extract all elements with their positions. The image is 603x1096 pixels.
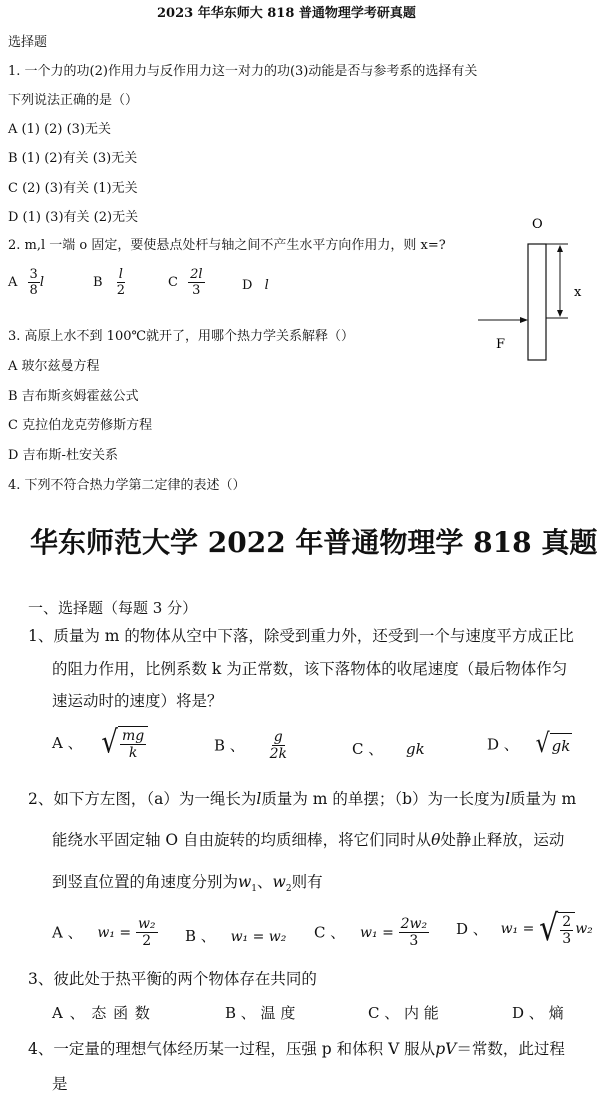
symbol-theta: θ [431, 831, 441, 849]
square-root: √ $\frac{mg}{k}$ [101, 726, 148, 760]
square-root: √ $\frac{2}{3}$ [539, 912, 575, 946]
fraction-denominator: 3 [409, 933, 419, 949]
fraction-denominator: 8 [29, 283, 38, 298]
question-3-option-d: D 吉布斯-杜安关系 [8, 448, 118, 463]
q2-line2: 能绕水平固定轴 O 自由旋转的均质细棒，将它们同时从θ处静止释放，运动 [52, 831, 565, 849]
q1-option-a [52, 726, 148, 760]
q1-option-c [352, 739, 425, 759]
fraction-denominator: 3 [192, 283, 201, 298]
question-2-option-d [242, 277, 269, 294]
fraction-numerator: 2w₂ [400, 916, 428, 932]
option-letter: C 、 [314, 923, 346, 942]
question-1-option-b: B (1) (2)有关 (3)无关 [8, 151, 138, 166]
option-letter: A 、 [52, 734, 83, 752]
rod-diagram [470, 210, 600, 370]
question-2-option-a [8, 268, 44, 297]
option-letter: A [8, 275, 18, 290]
fraction-numerator: mg [121, 728, 145, 744]
fraction-numerator: l [118, 267, 123, 282]
symbol-l: l [505, 790, 511, 808]
q2-option-a: A 、 w₁ = $\frac{\text{w₂}}{2}$ [52, 916, 156, 949]
fraction-numerator: w₂ [137, 916, 156, 932]
fraction-denominator: 2 [116, 283, 125, 298]
expression-pv: pV [435, 1040, 457, 1058]
q3-stem: 3、彼此处于热平衡的两个物体存在共同的 [28, 970, 317, 988]
q2-option-c: C 、 w₁ = $\frac{\text{2w₂}}{3}$ [314, 916, 428, 949]
section-heading: 选择题 [8, 35, 48, 50]
question-3-option-b: B 吉布斯亥姆霍兹公式 [8, 389, 139, 404]
fraction-numerator: 2l [190, 267, 203, 282]
rod [528, 244, 546, 360]
option-letter: B 、 [185, 927, 216, 945]
q3-option-b: B 、 温 度 [225, 1004, 296, 1022]
q4-line1: 4、一定量的理想气体经历某一过程，压强 p 和体积 V 服从pV＝常数，此过程 [28, 1040, 565, 1058]
arrowhead-down [557, 310, 563, 317]
q1-option-d [487, 728, 572, 759]
square-root: √ gk [535, 728, 571, 759]
question-3-option-c: C 克拉伯龙克劳修斯方程 [8, 418, 153, 433]
question-4-stem: 4. 下列不符合热力学第二定律的表述（） [8, 478, 246, 493]
question-3-option-a: A 玻尔兹曼方程 [8, 359, 100, 374]
q1-option-b [214, 730, 289, 761]
fraction-denominator: k [128, 745, 138, 761]
symbol-w2: w [272, 873, 286, 891]
option-letter: D [242, 278, 253, 293]
q4-line2: 是 [52, 1075, 68, 1093]
question-2-stem: 2. m,l 一端 o 固定，要使悬点处杆与轴之间不产生水平方向作用力，则 x=? [8, 238, 446, 253]
question-2-option-b [93, 268, 127, 297]
pivot-label-o: O [532, 217, 543, 232]
option-letter: D 、 [456, 920, 488, 938]
title-2022: 华东师范大学 2022 年普通物理学 818 真题 [30, 526, 598, 559]
variable-l: l [39, 275, 44, 290]
expression: gk [550, 733, 573, 756]
symbol-l: l [256, 790, 262, 808]
force-arrowhead [520, 317, 528, 323]
fraction-numerator: g [273, 729, 283, 745]
q2-option-d: D 、 w₁ = √ $\frac{2}{3}$ w₂ [456, 907, 593, 950]
arrowhead-up [557, 245, 563, 252]
fraction-denominator: 3 [562, 931, 572, 947]
fraction-numerator: 2 [562, 914, 572, 930]
q1-line2: 的阻力作用，比例系数 k 为正常数，该下落物体的收尾速度（最后物体作匀 [52, 660, 568, 678]
option-letter: C 、 [352, 740, 384, 758]
q1-line1: 1、质量为 m 的物体从空中下落，除受到重力外，还受到一个与速度平方成正比 [28, 627, 574, 645]
title-2023: 2023 年华东师大 818 普通物理学考研真题 [157, 6, 416, 21]
q2-line1: 2、如下方左图，（a）为一绳长为l质量为 m 的单摆；（b）为一长度为l质量为 m [28, 790, 577, 808]
question-1-stem-line1: 1. 一个力的功(2)作用力与反作用力这一对力的功(3)动能是否与参考系的选择有关 [8, 64, 478, 79]
q1-line3: 速运动时的速度）将是？ [52, 692, 223, 710]
question-1-option-c: C (2) (3)有关 (1)无关 [8, 181, 138, 196]
question-2-option-c [168, 268, 205, 297]
q3-option-a: A 、 态 函 数 [52, 1004, 150, 1022]
fraction-denominator: 2k [269, 746, 287, 762]
fraction-denominator: 2 [142, 933, 152, 949]
q2-line3: 到竖直位置的角速度分别为$w_1$、$w_2$则有 [52, 873, 323, 895]
dimension-label-x: x [574, 285, 582, 300]
fraction-numerator: 3 [29, 267, 38, 282]
expression: w₁ = w₂ [230, 929, 287, 945]
option-letter: B 、 [214, 736, 245, 755]
section-heading-2022: 一、选择题（每题 3 分） [28, 599, 198, 617]
option-letter: C [168, 275, 178, 290]
expression: gk [406, 740, 425, 758]
q3-option-d: D 、 熵 [512, 1004, 564, 1022]
q3-option-c: C 、 内 能 [368, 1004, 439, 1022]
variable-l: l [264, 278, 269, 293]
force-label-f: F [496, 337, 506, 352]
question-1-stem-line2: 下列说法正确的是（） [8, 93, 139, 108]
q2-option-b [185, 926, 286, 947]
option-letter: A 、 [52, 923, 83, 942]
question-3-stem: 3. 高原上水不到 100℃就开了，用哪个热力学关系解释（） [8, 329, 355, 344]
symbol-w1: w [238, 873, 252, 891]
question-1-option-d: D (1) (3)有关 (2)无关 [8, 210, 139, 225]
option-letter: D 、 [487, 735, 519, 754]
question-1-option-a: A (1) (2) (3)无关 [8, 122, 112, 137]
option-letter: B [93, 275, 103, 290]
